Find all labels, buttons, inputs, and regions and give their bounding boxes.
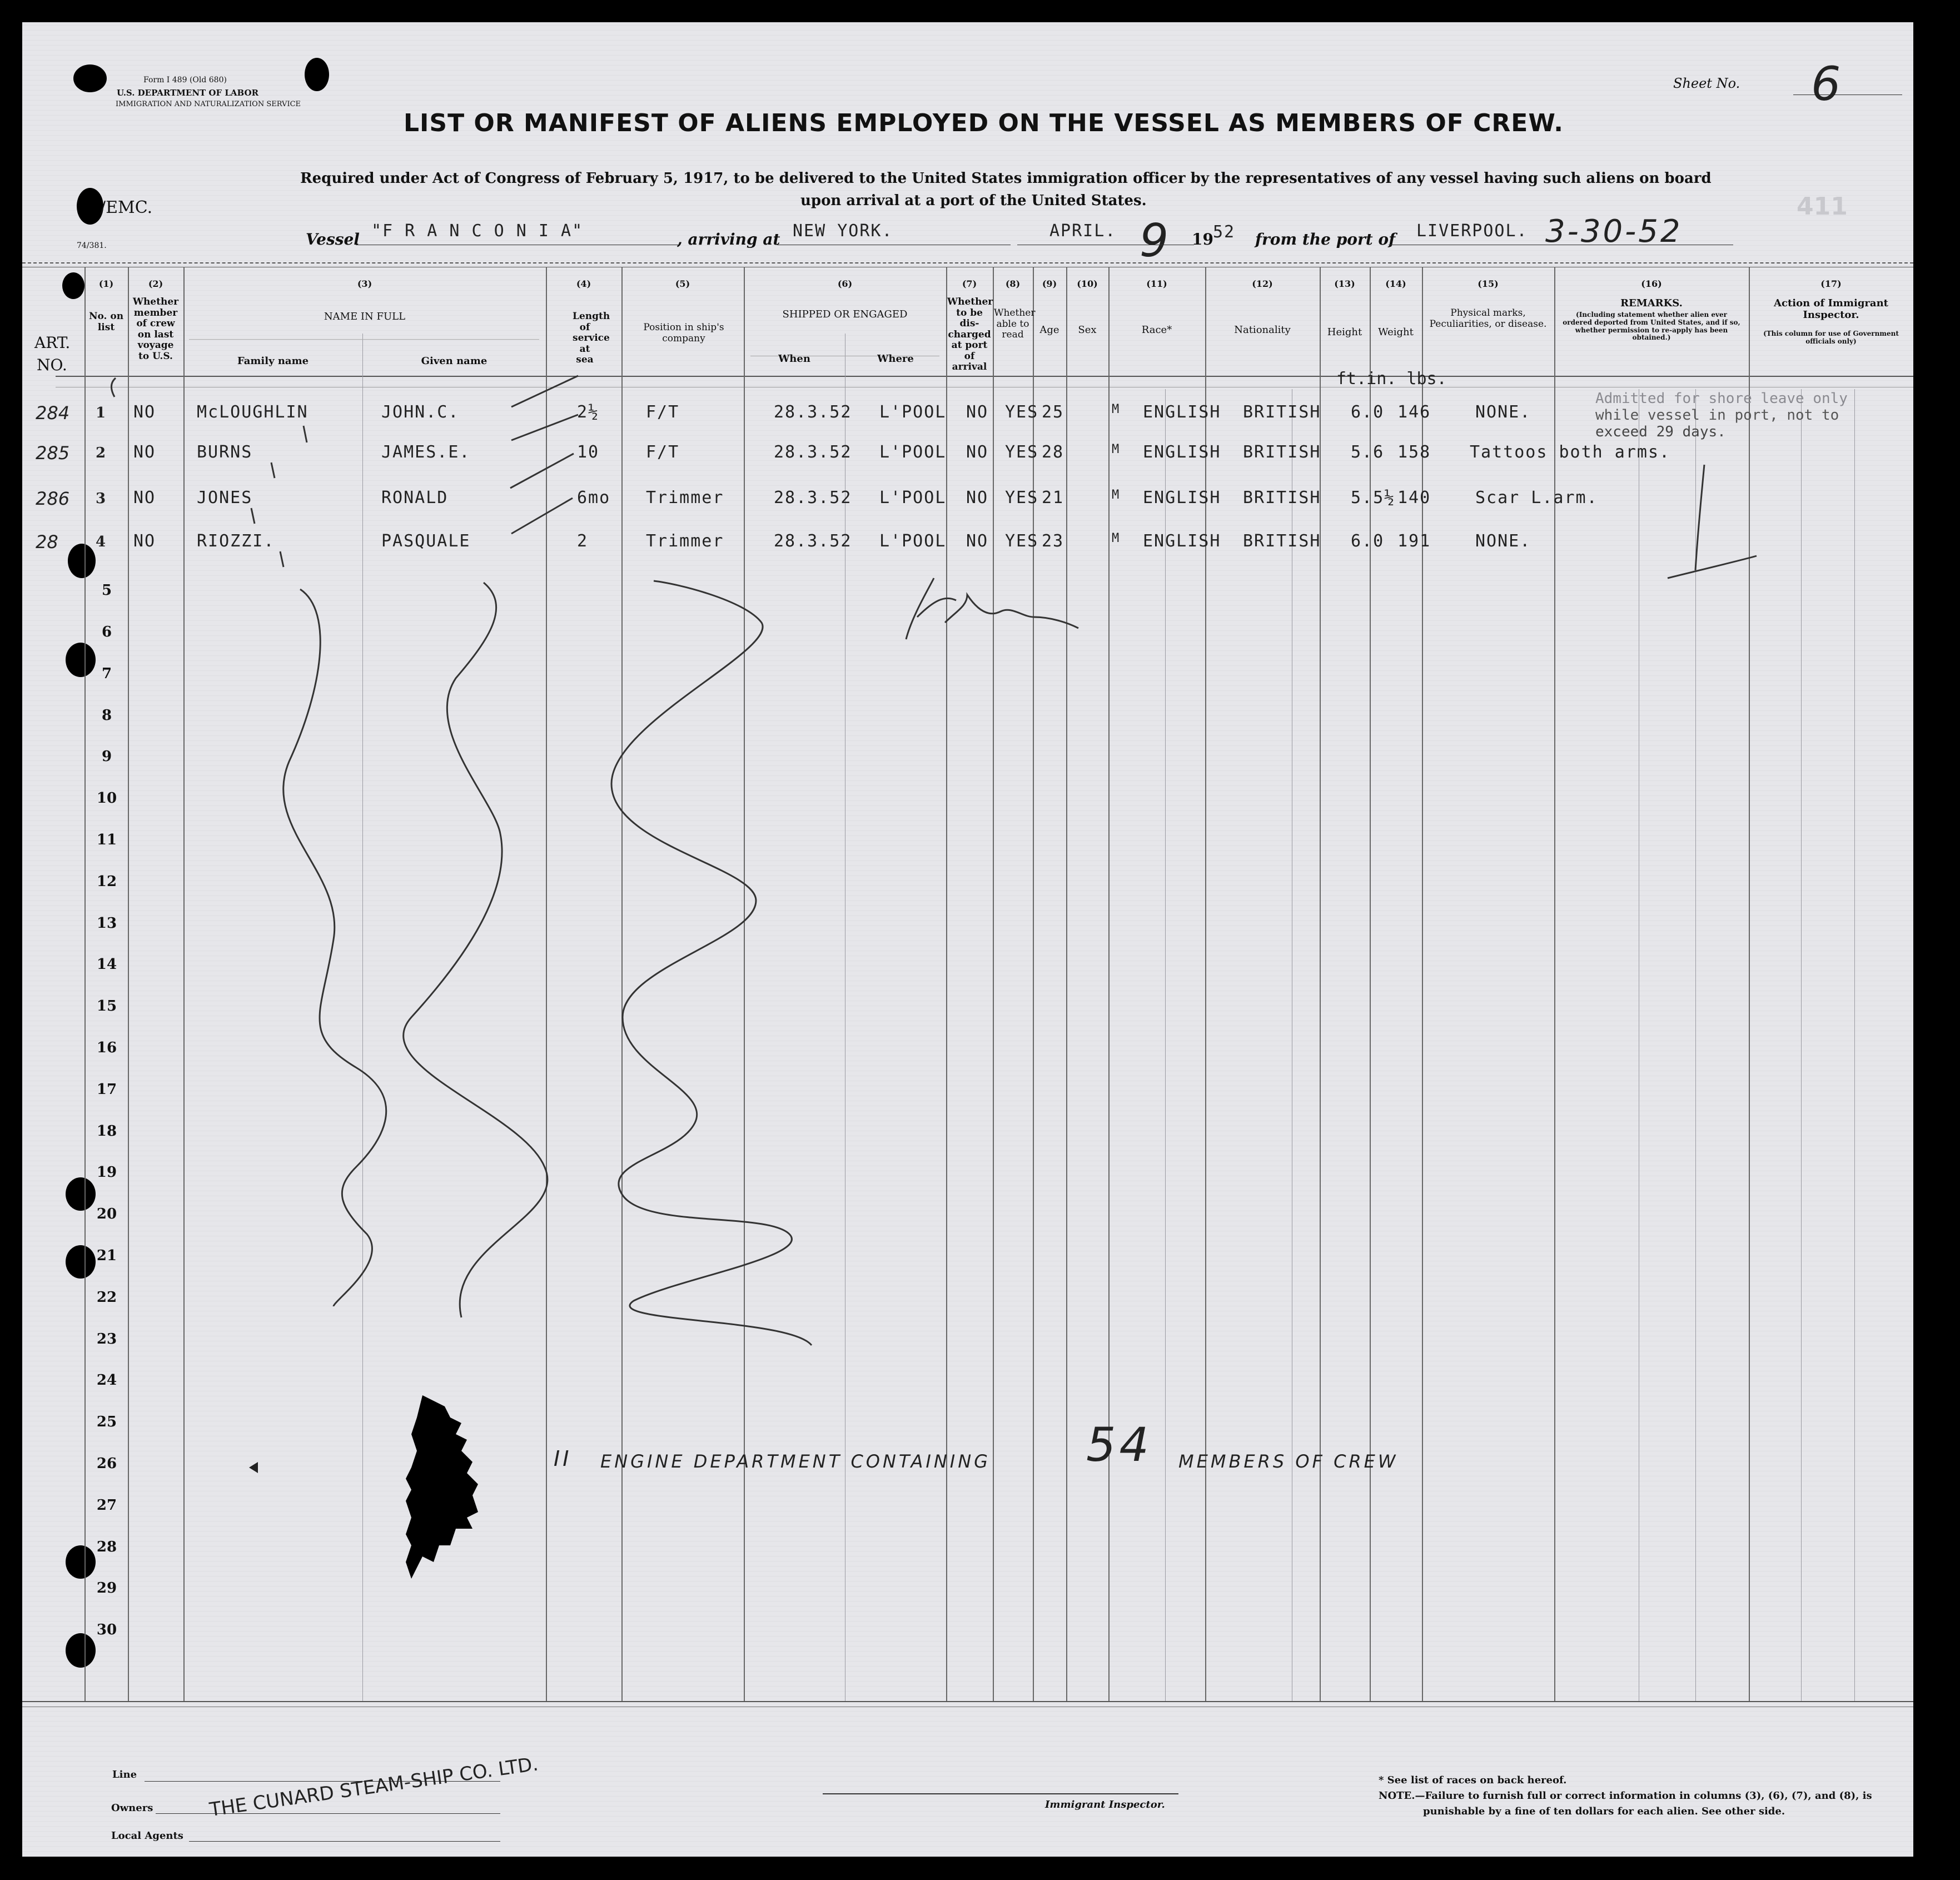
list-number-cell: 1: [96, 405, 107, 421]
physical-marks-cell: NONE.: [1475, 402, 1531, 422]
col16-note: (Including statement whether alien ever ordered deported from United States, and if so, whether permission to re-apply has been obtained.): [1563, 311, 1740, 342]
tick-mark: [251, 508, 255, 524]
handwritten-date: 3-30-52: [1545, 213, 1683, 250]
col11-number: (11): [1146, 278, 1167, 289]
service-length-cell: 6mo: [577, 488, 611, 508]
race-cell: ENGLISH: [1143, 402, 1221, 422]
art-number: 285: [36, 442, 70, 464]
tick-mark: [271, 462, 275, 478]
remark-line-3: exceed 29 days.: [1595, 424, 1726, 440]
weight-cell: 191: [1397, 531, 1431, 551]
row-number: 25: [96, 1414, 117, 1431]
service-length-cell: 2: [577, 531, 589, 551]
col7-number: (7): [962, 278, 977, 289]
tick-mark: [304, 426, 307, 442]
row-number: 11: [96, 832, 117, 848]
given-name-cell: RONALD: [381, 488, 449, 508]
row-number: 28: [96, 1538, 117, 1555]
action-check-mark: [1668, 465, 1757, 578]
height-cell: 6.0: [1351, 531, 1385, 551]
height-cell: 6.0: [1351, 402, 1385, 422]
height-cell: 5.5½: [1351, 488, 1396, 508]
subtitle-line-2: upon arrival at a port of the United States.: [800, 192, 1147, 209]
faint-stamp-number: 411: [1797, 192, 1848, 221]
col1-number: (1): [98, 278, 114, 289]
family-name-cell: McLOUGHLIN: [197, 402, 309, 422]
row-number: 21: [96, 1247, 117, 1264]
discharged-cell: NO: [966, 488, 989, 508]
col6-number: (6): [837, 278, 853, 289]
sex-cell: M: [1112, 531, 1121, 545]
col6b-header: Where: [877, 353, 914, 365]
col3b-header: Given name: [421, 355, 487, 367]
row-number: 6: [101, 624, 112, 640]
able-to-read-cell: YES: [1005, 402, 1039, 422]
last-voyage-cell: NO: [133, 402, 156, 422]
row-number: 13: [96, 914, 117, 932]
nationality-cell: BRITISH: [1243, 402, 1321, 422]
col9-header: Age: [1039, 324, 1059, 336]
arrival-day: 9: [1140, 215, 1169, 267]
remark-line-1: Admitted for shore leave only: [1595, 390, 1848, 407]
art-number: 286: [36, 488, 70, 509]
col17-header: Action of Immigrant Inspector.: [1774, 297, 1888, 321]
sheet-label: Sheet No.: [1673, 76, 1740, 91]
art-number: 28: [36, 531, 58, 553]
given-name-cell: JAMES.E.: [381, 442, 471, 462]
row-number: 29: [96, 1580, 117, 1597]
row-number: 16: [96, 1040, 117, 1056]
discharged-cell: NO: [966, 531, 989, 551]
department-label: U.S. DEPARTMENT OF LABOR: [117, 88, 259, 98]
race-cell: ENGLISH: [1143, 442, 1221, 462]
last-voyage-cell: NO: [133, 488, 156, 508]
col3a-header: Family name: [237, 355, 309, 367]
company-stamp: THE CUNARD STEAM-SHIP CO. LTD.: [208, 1753, 540, 1821]
row-number: 18: [96, 1122, 117, 1140]
family-name-cell: RIOZZI.: [197, 531, 275, 551]
row-number: 26: [96, 1455, 117, 1472]
year-prefix: 19: [1192, 230, 1213, 248]
vessel-label: Vessel: [306, 230, 360, 248]
col12-header: Nationality: [1234, 324, 1291, 336]
age-cell: 21: [1042, 488, 1064, 508]
col15-number: (15): [1478, 278, 1499, 289]
vessel-name: "F R A N C O N I A": [371, 221, 584, 241]
subtitle-line-1: Required under Act of Congress of February 5, 1917, to be delivered to the United States immigration officer by the representatives of any vessel having such aliens on board: [300, 170, 1712, 187]
height-cell: 5.6: [1351, 442, 1385, 462]
weight-cell: 146: [1397, 402, 1431, 422]
check-mark: [511, 415, 578, 440]
row-number: 10: [96, 790, 117, 807]
given-name-cell: PASQUALE: [381, 531, 471, 551]
shipped-when-cell: 28.3.52: [774, 531, 852, 551]
row-number: 27: [96, 1496, 117, 1514]
art-label: ART.: [34, 334, 71, 352]
nationality-cell: BRITISH: [1243, 442, 1321, 462]
physical-marks-cell: NONE.: [1475, 531, 1531, 551]
row-number: 9: [101, 748, 112, 765]
tick-mark: [280, 551, 283, 567]
row-number: 14: [96, 956, 117, 973]
units-label: ft.in. lbs.: [1336, 369, 1447, 389]
page-title: LIST OR MANIFEST OF ALIENS EMPLOYED ON THE VESSEL AS MEMBERS OF CREW.: [404, 109, 1564, 137]
check-mark: [511, 376, 578, 407]
department-text-after: MEMBERS OF CREW: [1178, 1451, 1399, 1472]
list-number-cell: 3: [96, 490, 107, 507]
shipped-where-cell: L'POOL: [879, 402, 947, 422]
family-name-cell: BURNS: [197, 442, 253, 462]
col5-number: (5): [675, 278, 690, 289]
seal-mark: [406, 1395, 478, 1579]
age-cell: 23: [1042, 531, 1064, 551]
cancel-wave-family: [283, 589, 386, 1306]
penalty-note-2: punishable by a fine of ten dollars for each alien. See other side.: [1423, 1806, 1785, 1817]
shipped-where-cell: L'POOL: [879, 488, 947, 508]
sex-cell: M: [1112, 442, 1121, 456]
handwritten-marks: [22, 22, 1913, 1857]
discharged-cell: NO: [966, 442, 989, 462]
remark-line-2: while vessel in port, not to: [1595, 407, 1839, 424]
col6-header: SHIPPED OR ENGAGED: [782, 309, 908, 320]
cancel-wave-given: [404, 583, 548, 1317]
row-number: 23: [96, 1330, 117, 1347]
nationality-cell: BRITISH: [1243, 531, 1321, 551]
col14-number: (14): [1385, 278, 1406, 289]
col5-header: Position in ship's company: [643, 322, 724, 344]
list-number-cell: 4: [96, 534, 107, 550]
emc-code: /EMC.: [100, 198, 153, 217]
col17-note: (This column for use of Government officials only): [1763, 330, 1899, 345]
footer-owners-field: [156, 1813, 500, 1814]
row-number: 20: [96, 1206, 117, 1223]
given-name-cell: JOHN.C.: [381, 402, 460, 422]
last-voyage-cell: NO: [133, 442, 156, 462]
row-number: 8: [101, 707, 112, 724]
col3-number: (3): [357, 278, 372, 289]
col8-number: (8): [1005, 278, 1021, 289]
inspector-label: Immigrant Inspector.: [1045, 1799, 1165, 1811]
inspector-signature: [906, 578, 1078, 639]
row-number: 15: [96, 998, 117, 1015]
department-text: ENGINE DEPARTMENT CONTAINING: [600, 1451, 991, 1472]
footer-owners-label: Owners: [111, 1802, 153, 1814]
col1-header: No. on list: [88, 311, 124, 333]
col2-header: Whether member of crew on last voyage to U.S.: [132, 296, 179, 362]
col17-number: (17): [1820, 278, 1842, 289]
able-to-read-cell: YES: [1005, 531, 1039, 551]
race-cell: ENGLISH: [1143, 531, 1221, 551]
col2-number: (2): [148, 278, 163, 289]
able-to-read-cell: YES: [1005, 488, 1039, 508]
list-number-cell: 2: [96, 445, 107, 461]
service-label: IMMIGRATION AND NATURALIZATION SERVICE: [116, 100, 301, 108]
col8-header: Whether able to read: [994, 307, 1036, 341]
position-cell: Trimmer: [646, 531, 724, 551]
col15-header: Physical marks, Peculiarities, or disease.: [1429, 307, 1547, 330]
from-port-label: from the port of: [1255, 230, 1396, 248]
sex-cell: M: [1112, 488, 1121, 502]
reference-code: 74/381.: [77, 241, 107, 250]
col6a-header: When: [778, 353, 810, 365]
shipped-when-cell: 28.3.52: [774, 402, 852, 422]
shipped-where-cell: L'POOL: [879, 442, 947, 462]
row-number: 24: [96, 1372, 117, 1389]
manifest-sheet: [22, 22, 1913, 1857]
shipped-when-cell: 28.3.52: [774, 488, 852, 508]
row-number: 19: [96, 1164, 117, 1181]
cancel-wave-position: [611, 581, 812, 1345]
check-mark: [511, 498, 573, 534]
check-mark: [510, 454, 574, 488]
sex-cell: M: [1112, 402, 1121, 416]
col16-number: (16): [1641, 278, 1662, 289]
physical-marks-cell: Tattoos both arms.: [1470, 442, 1671, 462]
row-number: 17: [96, 1081, 117, 1098]
arrival-month: APRIL.: [1049, 221, 1117, 241]
col11-header: Race*: [1141, 324, 1172, 336]
row-number: 30: [96, 1622, 117, 1639]
service-length-cell: 2½: [577, 402, 600, 422]
col10-header: Sex: [1078, 324, 1097, 336]
last-voyage-cell: NO: [133, 531, 156, 551]
inspector-signature-line: [823, 1793, 1178, 1794]
arriving-label: , arriving at: [677, 230, 780, 248]
row-number: 7: [101, 665, 112, 682]
family-name-cell: JONES: [197, 488, 253, 508]
art-number: 284: [36, 402, 70, 424]
footer-agents-label: Local Agents: [111, 1830, 183, 1842]
row-number: 5: [101, 582, 112, 599]
sheet-number: 6: [1811, 57, 1841, 111]
arriving-port: NEW YORK.: [793, 221, 893, 241]
weight-cell: 140: [1397, 488, 1431, 508]
col16-header: REMARKS.: [1620, 297, 1683, 309]
row-number: 12: [96, 873, 117, 890]
position-cell: F/T: [646, 402, 680, 422]
footer-agents-field: [189, 1841, 500, 1842]
col12-number: (12): [1252, 278, 1273, 289]
footer-line-label: Line: [112, 1769, 137, 1780]
race-note: * See list of races on back hereof.: [1379, 1774, 1567, 1786]
arrow-mark: [249, 1462, 258, 1473]
penalty-note-1: NOTE.—Failure to furnish full or correct information in columns (3), (6), (7), and (8), is: [1379, 1790, 1872, 1802]
col3-header: NAME IN FULL: [324, 311, 406, 322]
row-number: 22: [96, 1289, 117, 1306]
col14-header: Weight: [1378, 326, 1414, 338]
race-cell: ENGLISH: [1143, 488, 1221, 508]
age-cell: 28: [1042, 442, 1064, 462]
col10-number: (10): [1077, 278, 1098, 289]
position-cell: Trimmer: [646, 488, 724, 508]
shipped-where-cell: L'POOL: [879, 531, 947, 551]
from-port: LIVERPOOL.: [1416, 221, 1528, 241]
department-numeral: II: [554, 1446, 572, 1471]
col13-header: Height: [1327, 326, 1362, 338]
position-cell: F/T: [646, 442, 680, 462]
discharged-cell: NO: [966, 402, 989, 422]
art-no-label: NO.: [37, 356, 67, 374]
col7-header: Whether to be dis-charged at port of arrival: [947, 296, 993, 373]
col13-number: (13): [1334, 278, 1355, 289]
shipped-when-cell: 28.3.52: [774, 442, 852, 462]
weight-cell: 158: [1397, 442, 1431, 462]
year-suffix: 52: [1213, 222, 1236, 242]
service-length-cell: 10: [577, 442, 600, 462]
col4-number: (4): [576, 278, 591, 289]
form-number: Form I 489 (Old 680): [143, 76, 227, 84]
physical-marks-cell: Scar L.arm.: [1475, 488, 1598, 508]
age-cell: 25: [1042, 402, 1064, 422]
department-count: 54: [1086, 1418, 1152, 1472]
col4-header: Length of service at sea: [573, 311, 610, 366]
able-to-read-cell: YES: [1005, 442, 1039, 462]
circle-mark: [111, 378, 116, 397]
nationality-cell: BRITISH: [1243, 488, 1321, 508]
col9-number: (9): [1042, 278, 1057, 289]
